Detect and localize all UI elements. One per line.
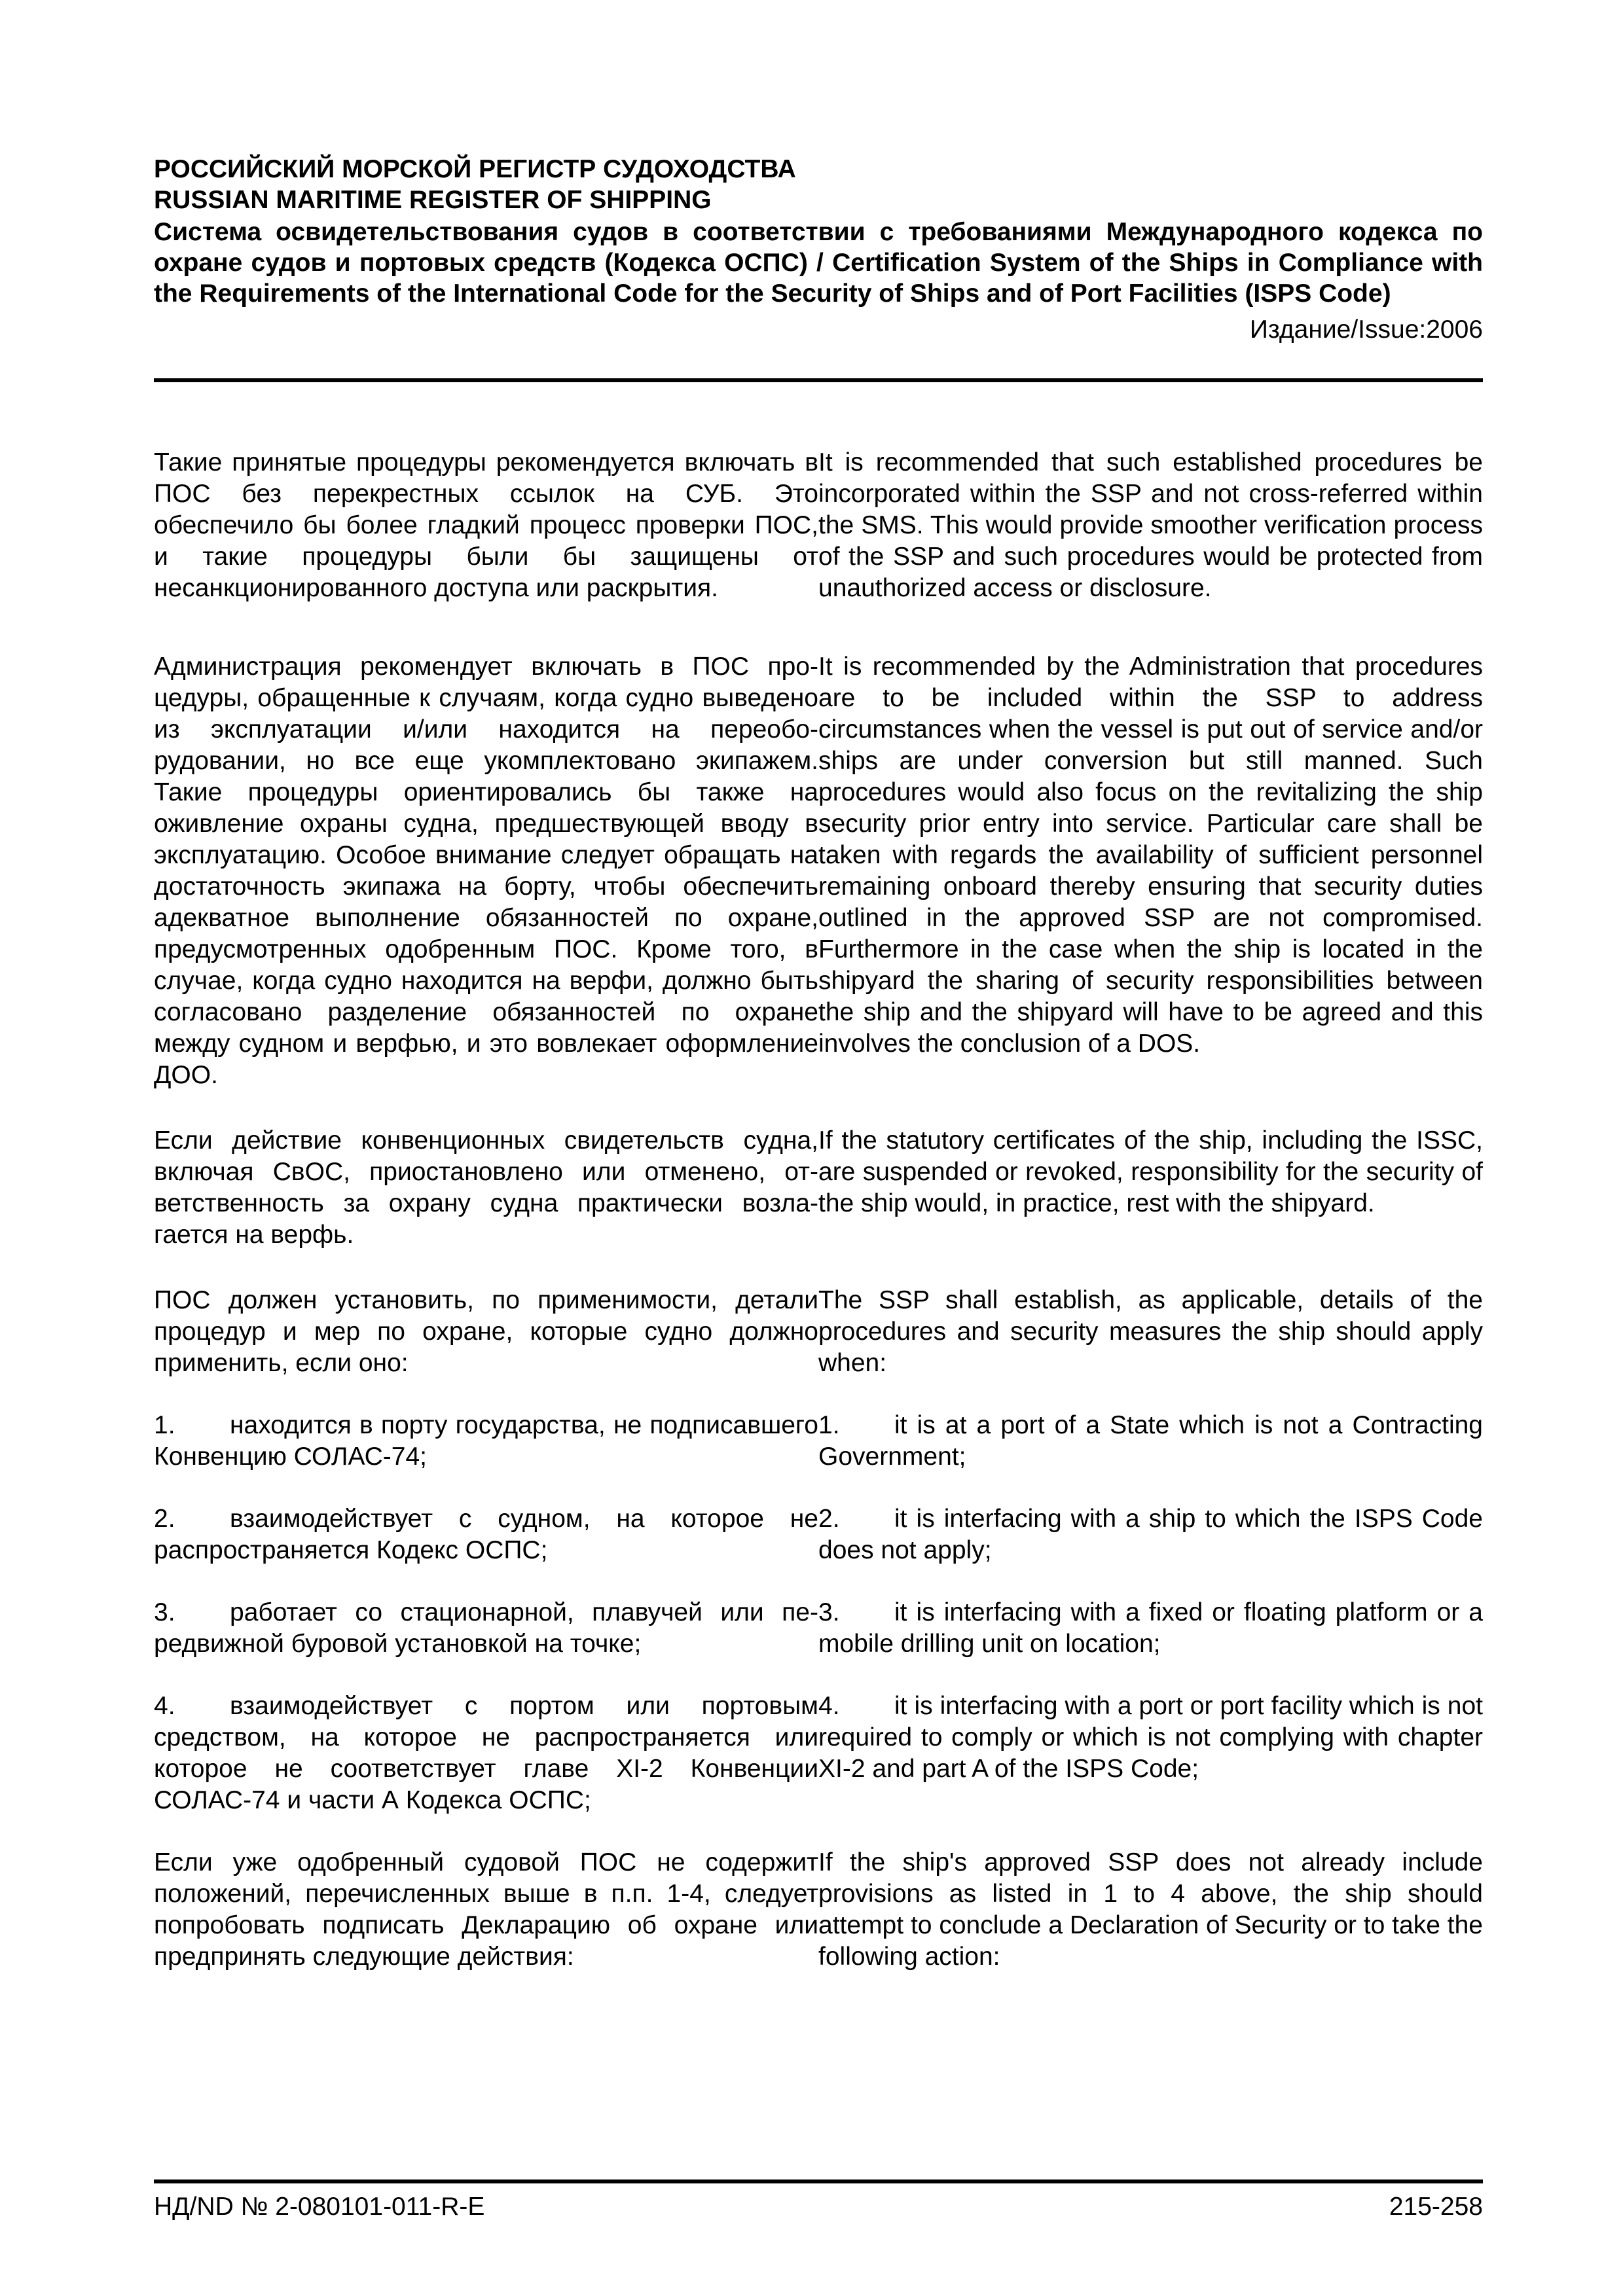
list-number: 2. <box>818 1505 840 1533</box>
list-item-ru <box>154 1691 818 1816</box>
paragraph-ru: Если уже одобренный судовой ПОС не содержит положений, перечисленных выше в п.п. 1-4, следует попробовать подписать Декларацию об охране или предпринять следующие действия: <box>154 1848 818 1971</box>
list-text-ru: находится в порту государства, не подписавшего Конвенцию СОЛАС-74; <box>154 1411 818 1471</box>
org-name-ru: РОССИЙСКИЙ МОРСКОЙ РЕГИСТР СУДОХОДСТВА <box>154 155 796 183</box>
document-footer <box>154 2191 1483 2222</box>
paragraph-en: It is recommended that such established procedures be incorporated within the SSP and not cross-referred within the SMS. This would provide smoother verification process of the SSP and such procedures would be protected from unauthorized access or disclosure. <box>818 448 1483 602</box>
list-text-en: it is at a port of a State which is not a Contracting Government; <box>818 1411 1483 1471</box>
list-text-en: it is interfacing with a ship to which the ISPS Code does not apply; <box>818 1505 1483 1564</box>
paragraph-en: If the ship's approved SSP does not already include provisions as listed in 1 to 4 above, the ship should attempt to conclude a Declaration of Security or to take the following action: <box>818 1848 1483 1971</box>
list-item-en <box>818 1597 1483 1660</box>
list-item-en <box>818 1410 1483 1473</box>
paragraph-ru: Если действие конвенционных свидетельств судна, включая СвОС, приостановлено или отменено, ответственность за охрану судна практически возлагается на верфь. <box>154 1126 818 1249</box>
paragraph-row <box>154 1285 1483 1379</box>
list-item-ru <box>154 1597 818 1660</box>
list-item <box>154 1691 1483 1816</box>
org-name-en: RUSSIAN MARITIME REGISTER OF SHIPPING <box>154 186 712 214</box>
list-number: 1. <box>154 1411 175 1439</box>
paragraph-ru: ПОС должен установить, по применимости, детали процедур и мер по охране, которые судно должно применить, если оно: <box>154 1286 818 1377</box>
footer-divider <box>154 2179 1483 2183</box>
list-number: 1. <box>818 1411 840 1439</box>
list-number: 4. <box>154 1692 175 1720</box>
list-text-ru: взаимодействует с судном, на которое не распространяется Кодекс ОСПС; <box>154 1505 818 1564</box>
list-text-en: it is interfacing with a port or port facility which is not required to comply or which is not complying with chapter XI-2 and part A of the ISPS Code; <box>818 1692 1483 1783</box>
paragraph-ru: Такие принятые процедуры рекомендуется включать в ПОС без перекрестных ссылок на СУБ. Это обеспечило бы более гладкий процесс проверки ПОС, и такие процедуры были бы защищены от несанкционированного доступа или раскрытия. <box>154 448 818 602</box>
list-item <box>154 1503 1483 1566</box>
page-number: 215-258 <box>1389 2193 1483 2221</box>
list-item-en <box>818 1503 1483 1566</box>
list-number: 4. <box>818 1692 840 1720</box>
paragraph-row <box>154 1125 1483 1251</box>
list-text-en: it is interfacing with a fixed or floating platform or a mobile drilling unit on location; <box>818 1598 1483 1658</box>
paragraph-row <box>154 651 1483 1091</box>
list-number: 2. <box>154 1505 175 1533</box>
paragraph-row <box>154 1847 1483 1973</box>
document-header <box>154 154 1483 345</box>
list-text-ru: взаимодействует с портом или портовым средством, на которое не распространяется или которое не соответствует главе XI-2 Конвенции СОЛАС-74 и части А Кодекса ОСПС; <box>154 1692 818 1814</box>
paragraph-ru: Администрация рекомендует включать в ПОС процедуры, обращенные к случаям, когда судно выведено из эксплуатации и/или находится на переоборудовании, но все еще укомплектовано экипажем. Такие процедуры ориентировались бы также на оживление охраны судна, предшествующей вводу в эксплуатацию. Особое внимание следует обращать на достаточность экипажа на борту, чтобы обеспечить адекватное выполнение обязанностей по охране, предусмотренных одобренным ПОС. Кроме того, в случае, когда судно находится на верфи, должно быть согласовано разделение обязанностей по охране между судном и верфью, и это вовлекает оформление ДОО. <box>154 653 818 1089</box>
system-title: Система освидетельствования судов в соответствии с требованиями Международного кодекса по охране судов и портовых средств (Кодекса ОСПС) / Certification System of the Ships in Compliance with the Requirements of the International Code for the Security of Ships and of Port Facilities (ISPS Code) <box>154 218 1483 308</box>
issue-label: Издание/Issue:2006 <box>1249 315 1483 344</box>
list-item-ru <box>154 1410 818 1473</box>
list-number: 3. <box>154 1598 175 1626</box>
header-divider <box>154 378 1483 382</box>
list-text-ru: работает со стационарной, плавучей или передвижной буровой установкой на точке; <box>154 1598 818 1658</box>
list-item-en <box>818 1691 1483 1816</box>
paragraph-en: The SSP shall establish, as applicable, details of the procedures and security measures the ship should apply when: <box>818 1286 1483 1377</box>
paragraph-en: It is recommended by the Administration that procedures are to be included within the SSP to address circumstances when the vessel is put out of service and/or ships are under conversion but still manned. Such procedures would also focus on the revitalizing the ship security prior entry into service. Particular care shall be taken with regards the availability of sufficient personnel remaining onboard thereby ensuring that security duties outlined in the approved SSP are not compromised. Furthermore in the case when the ship is located in the shipyard the sharing of security responsibilities between the ship and the shipyard will have to be agreed and this involves the conclusion of a DOS. <box>818 653 1483 1058</box>
paragraph-en: If the statutory certificates of the ship, including the ISSC, are suspended or revoked, responsibility for the security of the ship would, in practice, rest with the shipyard. <box>818 1126 1483 1217</box>
list-item <box>154 1410 1483 1473</box>
list-item <box>154 1597 1483 1660</box>
document-body <box>154 447 1483 1973</box>
list-item-ru <box>154 1503 818 1566</box>
list-number: 3. <box>818 1598 840 1626</box>
paragraph-row <box>154 447 1483 604</box>
document-number: НД/ND № 2-080101-011-R-E <box>154 2193 485 2221</box>
